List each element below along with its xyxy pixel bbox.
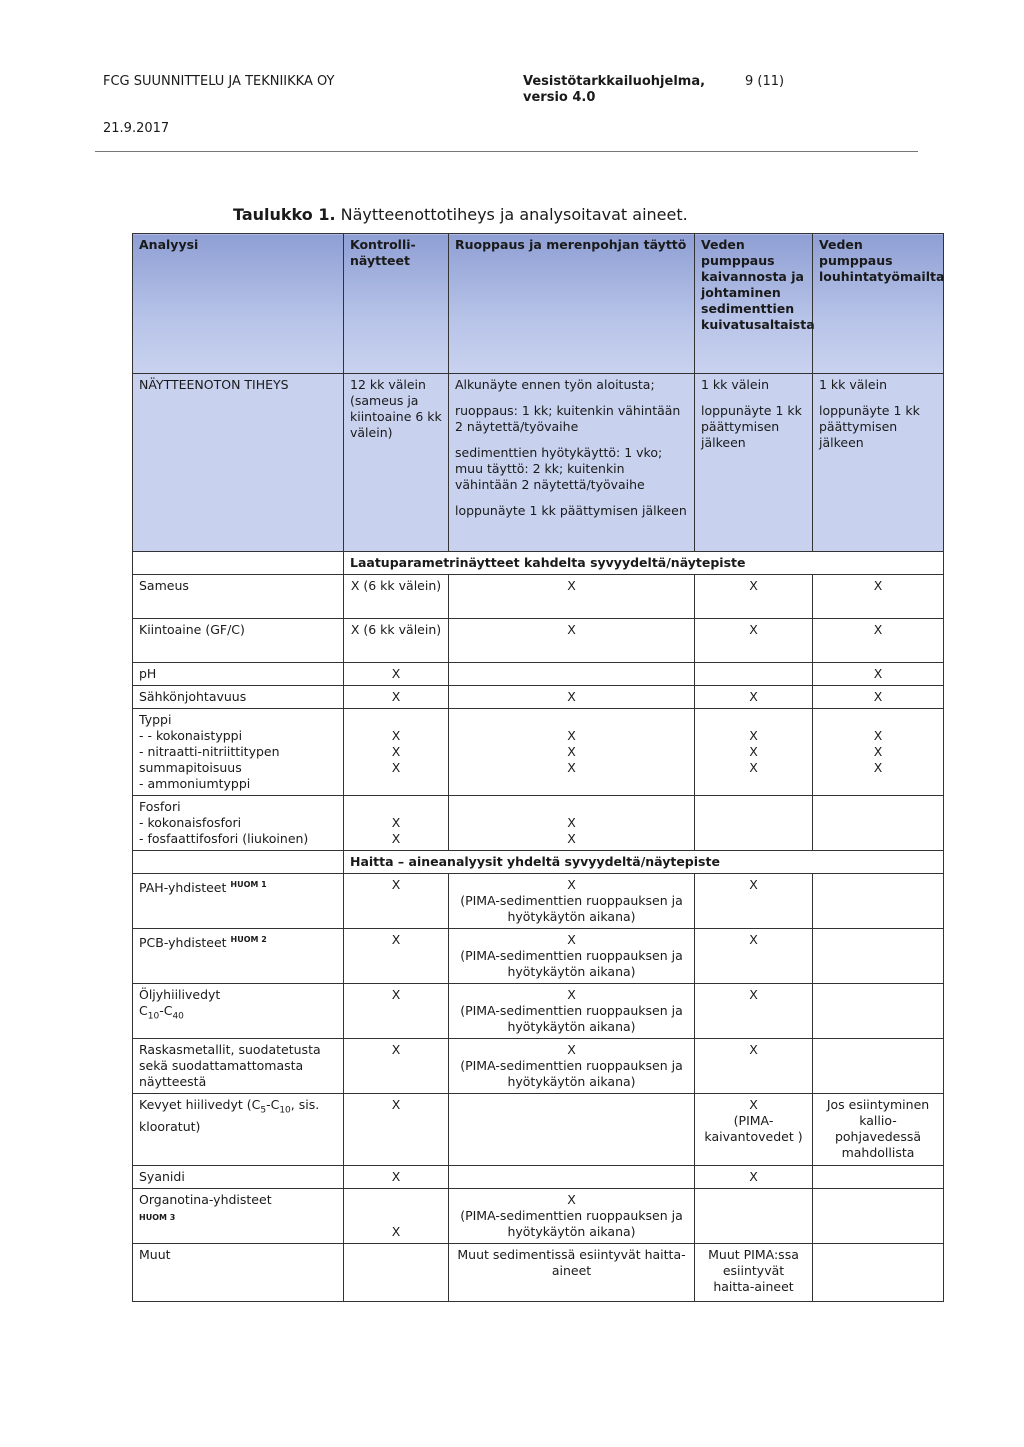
cell-dredging [449, 663, 695, 686]
document-date: 21.9.2017 [103, 121, 170, 136]
cell-pumping: X [695, 1039, 813, 1094]
fosfori-title: Fosfori [139, 799, 181, 814]
dredging-reuse-freq: sedimenttien hyötykäyttö: 1 vko; muu täyttö: 2 kk; kuitenkin vähintään 2 näytettä/työvaihe [455, 445, 663, 492]
frequency-control: 12 kk välein (sameus ja kiintoaine 6 kk välein) [344, 374, 449, 552]
row-name: Kevyet hiilivedyt ($C_5-C_{10}$, sis. klooratut) [133, 1094, 344, 1166]
cell-quarry [813, 1189, 944, 1244]
cell-dredging [449, 929, 695, 984]
caption-label: Taulukko 1. [233, 205, 336, 224]
row-name: Sähkönjohtavuus [133, 686, 344, 709]
frequency-pumping [695, 374, 813, 552]
footnote-ref: HUOM 1 [230, 880, 267, 889]
table-row [133, 874, 944, 929]
typpi-row [133, 709, 944, 796]
oil-formula: $C_{10}-C_{40}$ [139, 1003, 184, 1022]
cell-quarry: Jos esiintyminen kallio-pohjavedessä mahdollista [813, 1094, 944, 1166]
cell-control: X [344, 1094, 449, 1166]
row-name [133, 929, 344, 984]
fosfori-quarry [813, 796, 944, 851]
pima-note: (PIMA-sedimenttien ruoppauksen ja hyötykäytön aikana) [460, 1003, 683, 1034]
header-dredging: Ruoppaus ja merenpohjan täyttö [449, 234, 695, 374]
dredging-dredge-freq: ruoppaus: 1 kk; kuitenkin vähintään 2 näytettä/työvaihe [455, 403, 681, 434]
x-mark: X [749, 1097, 758, 1112]
x-mark: X [567, 815, 576, 830]
caption-text: Näytteenottotiheys ja analysoitavat aineet. [340, 205, 688, 224]
row-name: Sameus [133, 575, 344, 619]
footnote-ref: HUOM 3 [139, 1213, 176, 1222]
pima-excavation-note: (PIMA-kaivantovedet ) [704, 1113, 803, 1144]
cell-quarry [813, 1166, 944, 1189]
cell-pumping [695, 1094, 813, 1166]
cell-pumping: X [695, 619, 813, 663]
header-pumping-quarry: Veden pumppaus louhintatyömailta [813, 234, 944, 374]
table-row [133, 1244, 944, 1302]
pumping-freq: 1 kk välein [701, 377, 769, 392]
footnote-ref: HUOM 2 [230, 935, 267, 944]
header-divider [95, 151, 918, 152]
pima-note: (PIMA-sedimenttien ruoppauksen ja hyötykäytön aikana) [460, 948, 683, 979]
cell-quarry [813, 874, 944, 929]
table-row [133, 663, 944, 686]
section-quality-title: Laatuparametrinäytteet kahdelta syvyydeltä/näytepiste [344, 552, 944, 575]
section-quality-row [133, 552, 944, 575]
cell-pumping: X [695, 686, 813, 709]
section-hazard-row [133, 851, 944, 874]
x-mark: X [391, 744, 401, 759]
cell-dredging: X [449, 686, 695, 709]
x-mark: X [567, 932, 576, 947]
typpi-item: - nitraatti-nitriittitypen summapitoisuus [139, 744, 280, 775]
fosfori-item: - fosfaattifosfori (liukoinen) [139, 831, 309, 846]
cell-pumping: X [695, 575, 813, 619]
x-mark: X [567, 760, 576, 775]
row-name: Raskasmetallit, suodatetusta sekä suodattamattomasta näytteestä [133, 1039, 344, 1094]
organotin-name: Organotina-yhdisteet [139, 1192, 272, 1207]
x-mark: X [391, 831, 401, 846]
dredging-initial: Alkunäyte ennen työn aloitusta; [455, 377, 655, 392]
cell-dredging: Muut sedimentissä esiintyvät haitta-aineet [449, 1244, 695, 1302]
table-row [133, 1189, 944, 1244]
x-mark: X [873, 728, 883, 743]
table-row [133, 686, 944, 709]
quarry-freq: 1 kk välein [819, 377, 887, 392]
table-row [133, 1039, 944, 1094]
cell-control: X [344, 984, 449, 1039]
x-mark: X [567, 987, 576, 1002]
dredging-final: loppunäyte 1 kk päättymisen jälkeen [455, 503, 687, 518]
row-name: Kiintoaine (GF/C) [133, 619, 344, 663]
x-mark: X [873, 744, 883, 759]
x-mark: X [391, 815, 401, 830]
x-mark: X [567, 1192, 576, 1207]
page-number: 9 (11) [745, 74, 785, 89]
table-row [133, 619, 944, 663]
pima-note: (PIMA-sedimenttien ruoppauksen ja hyötykäytön aikana) [460, 1208, 683, 1239]
company-name: FCG SUUNNITTELU JA TEKNIIKKA OY [103, 74, 335, 89]
cell-control: X [344, 929, 449, 984]
cell-pumping: Muut PIMA:ssa esiintyvät haitta-aineet [695, 1244, 813, 1302]
cell-control: X [344, 663, 449, 686]
typpi-names [133, 709, 344, 796]
cell-control: X [344, 686, 449, 709]
cell-quarry [813, 1039, 944, 1094]
frequency-quarry [813, 374, 944, 552]
fosfori-control [344, 796, 449, 851]
pcb-name: PCB-yhdisteet [139, 935, 227, 951]
fosfori-pumping [695, 796, 813, 851]
row-name [133, 984, 344, 1039]
table-row [133, 984, 944, 1039]
cell-dredging [449, 1039, 695, 1094]
x-mark: X [391, 760, 401, 775]
pumping-final: loppunäyte 1 kk päättymisen jälkeen [701, 403, 802, 450]
typpi-dredging [449, 709, 695, 796]
typpi-control [344, 709, 449, 796]
cell-control [344, 1244, 449, 1302]
cell-dredging: X [449, 619, 695, 663]
cell-dredging [449, 1189, 695, 1244]
sampling-table [132, 233, 944, 1302]
row-name: Muut [133, 1244, 344, 1302]
cell-dredging: X [449, 575, 695, 619]
cell-dredging [449, 874, 695, 929]
row-name [133, 1189, 344, 1244]
cell-control: X (6 kk välein) [344, 575, 449, 619]
cell-dredging [449, 1166, 695, 1189]
table-caption [233, 205, 688, 224]
cell-pumping [695, 663, 813, 686]
cell-quarry: X [813, 619, 944, 663]
x-mark: X [567, 831, 576, 846]
cell-control: X [344, 1189, 449, 1244]
typpi-quarry [813, 709, 944, 796]
pima-note: (PIMA-sedimenttien ruoppauksen ja hyötykäytön aikana) [460, 893, 683, 924]
cell-control: X [344, 874, 449, 929]
cell-pumping: X [695, 984, 813, 1039]
section-hazard-blank [133, 851, 344, 874]
section-quality-blank [133, 552, 344, 575]
row-name [133, 874, 344, 929]
table-row [133, 575, 944, 619]
cell-pumping: X [695, 929, 813, 984]
x-mark: X [391, 728, 401, 743]
cell-control: X (6 kk välein) [344, 619, 449, 663]
frequency-label: NÄYTTEENOTON TIHEYS [133, 374, 344, 552]
cell-quarry [813, 929, 944, 984]
x-mark: X [749, 744, 758, 759]
x-mark: X [567, 744, 576, 759]
table-row [133, 929, 944, 984]
section-hazard-title: Haitta – aineanalyysit yhdeltä syvyydeltä/näytepiste [344, 851, 944, 874]
cell-quarry [813, 1244, 944, 1302]
table-header-row [133, 234, 944, 374]
cell-quarry: X [813, 575, 944, 619]
cell-dredging [449, 984, 695, 1039]
table-row [133, 1166, 944, 1189]
typpi-item: - ammoniumtyppi [139, 776, 251, 791]
frequency-dredging [449, 374, 695, 552]
fosfori-row [133, 796, 944, 851]
fosfori-dredging [449, 796, 695, 851]
fosfori-names [133, 796, 344, 851]
cell-pumping [695, 1189, 813, 1244]
cell-control: X [344, 1166, 449, 1189]
x-mark: X [749, 760, 758, 775]
typpi-item: - - kokonaistyppi [139, 728, 243, 743]
cell-pumping: X [695, 874, 813, 929]
document-title: Vesistötarkkailuohjelma, versio 4.0 [523, 74, 706, 105]
oil-name: Öljyhiilivedyt [139, 987, 221, 1002]
cell-pumping: X [695, 1166, 813, 1189]
x-mark: X [567, 728, 576, 743]
x-mark: X [873, 760, 883, 775]
quarry-final: loppunäyte 1 kk päättymisen jälkeen [819, 403, 920, 450]
cell-quarry: X [813, 663, 944, 686]
typpi-pumping [695, 709, 813, 796]
x-mark: X [567, 1042, 576, 1057]
table-row [133, 1094, 944, 1166]
row-name: Syanidi [133, 1166, 344, 1189]
frequency-row [133, 374, 944, 552]
fosfori-item: - kokonaisfosfori [139, 815, 242, 830]
header-control-samples: Kontrolli-näytteet [344, 234, 449, 374]
pah-name: PAH-yhdisteet [139, 880, 227, 896]
cell-quarry [813, 984, 944, 1039]
cell-quarry: X [813, 686, 944, 709]
cell-control: X [344, 1039, 449, 1094]
x-mark: X [567, 877, 576, 892]
header-pumping-excavation: Veden pumppaus kaivannosta ja johtaminen sedimenttien kuivatusaltaista [695, 234, 813, 374]
pima-note: (PIMA-sedimenttien ruoppauksen ja hyötykäytön aikana) [460, 1058, 683, 1089]
cell-dredging [449, 1094, 695, 1166]
typpi-title: Typpi [139, 712, 172, 727]
x-mark: X [749, 728, 758, 743]
header-analysis: Analyysi [133, 234, 344, 374]
row-name: pH [133, 663, 344, 686]
